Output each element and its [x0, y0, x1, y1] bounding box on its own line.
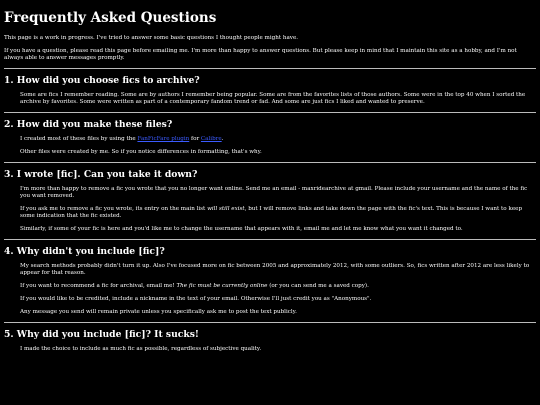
- calibre-link[interactable]: Calibre: [200, 136, 222, 142]
- intro: [4, 35, 536, 62]
- divider: [4, 322, 536, 323]
- question-heading: 3. I wrote [fic]. Can you take it down?: [4, 169, 198, 180]
- question-heading: 5. Why did you include [fic]? It sucks!: [4, 329, 199, 340]
- answer-paragraph: [4, 136, 536, 143]
- emphasis-text: The fic must be currently online: [176, 283, 268, 289]
- answer-paragraph: [4, 206, 536, 220]
- intro-paragraph: If you have a question, please read this page before emailing me. I'm more than happy to answer questions. But please keep in mind that I maintain this site as a hobby, and I'm not always able to answer messages promptly.: [4, 48, 517, 61]
- answer: [4, 136, 536, 156]
- emphasis-text: will still exist: [207, 206, 245, 212]
- answer: [4, 263, 536, 316]
- answer-text: , but I will remove links and take down the page with the fic's text. This is because I want to keep some indication that the fic existed.: [20, 206, 523, 219]
- answer-text: I created most of these files by using the: [20, 136, 138, 142]
- answer-text: If you ask me to remove a fic you wrote, its entry on the main list: [20, 206, 208, 212]
- answer: [4, 186, 536, 233]
- answer-paragraph: I made the choice to include as much fic as possible, regardless of subjective quality.: [20, 346, 262, 352]
- divider: [4, 112, 536, 113]
- answer-paragraph: My search methods probably didn't turn it up. Also I've focused more on fic between 2005 and approximately 2012, with some outliers. So, fics written after 2012 are less likely to appear for that reason.: [20, 263, 530, 276]
- question-heading: 1. How did you choose fics to archive?: [4, 75, 200, 86]
- question-heading: 4. Why didn't you include [fic]?: [4, 246, 165, 257]
- answer-text: .: [221, 136, 224, 142]
- answer-text: (or you can send me a saved copy).: [267, 283, 369, 289]
- page-title: Frequently Asked Questions: [4, 10, 217, 26]
- answer-paragraph: I'm more than happy to remove a fic you wrote that you no longer want online. Send me an email - maxridearchive at gmail. Please include your username and the name of the fic you want removed.: [20, 186, 528, 199]
- question-heading: 2. How did you make these files?: [4, 119, 173, 130]
- answer-paragraph: Other files were created by me. So if you notice differences in formatting, that's why.: [20, 149, 262, 155]
- answer-paragraph: [4, 283, 536, 290]
- answer-text: for: [189, 136, 201, 142]
- answer-paragraph: Some are fics I remember reading. Some are by authors I remember being popular. Some are from the favorites lists of those authors. Some were in the top 40 when I sorted the archive by favorites. Some were written as part of a contemporary fandom trend or fad. And some are just fics I liked and wanted to preserve.: [20, 92, 526, 105]
- answer-paragraph: Any message you send will remain private unless you specifically ask me to post the text publicly.: [20, 309, 297, 315]
- intro-paragraph: This page is a work in progress. I've tried to answer some basic questions I thought people might have.: [4, 35, 299, 41]
- divider: [4, 68, 536, 69]
- answer-text: If you want to recommend a fic for archival, email me!: [20, 283, 177, 289]
- fanficfare-link[interactable]: FanFicFare plugin: [137, 136, 190, 142]
- answer: [4, 92, 536, 106]
- answer: [4, 346, 536, 353]
- answer-paragraph: If you would like to be credited, include a nickname in the text of your email. Otherwise I'll just credit you as "Anonymous".: [20, 296, 372, 302]
- answer-paragraph: Similarly, if some of your fic is here and you'd like me to change the username that appears with it, email me and let me know what you want it changed to.: [20, 226, 463, 232]
- divider: [4, 162, 536, 163]
- divider: [4, 239, 536, 240]
